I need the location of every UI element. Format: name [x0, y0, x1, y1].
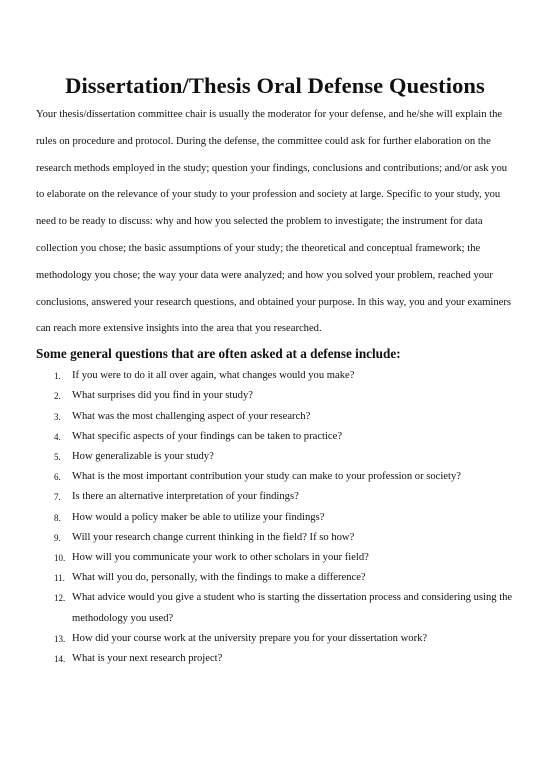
list-number: 9. [54, 532, 61, 543]
question-text: How will you communicate your work to other scholars in your field? [72, 552, 369, 563]
questions-list [36, 366, 514, 669]
question-text: What will you do, personally, with the findings to make a difference? [72, 572, 366, 584]
questions-heading: Some general questions that are often asked at a defense include: [36, 346, 401, 362]
question-text: If you were to do it all over again, what changes would you make? [72, 370, 355, 382]
list-item [36, 487, 514, 507]
list-number: 2. [54, 391, 61, 402]
question-text: How did your course work at the university prepare you for your dissertation work? [72, 632, 428, 644]
question-text: What was the most challenging aspect of your research? [72, 410, 311, 422]
question-text: How generalizable is your study? [72, 450, 214, 462]
list-number: 3. [54, 411, 61, 422]
list-number: 4. [54, 431, 61, 442]
question-text: Is there an alternative interpretation of your findings? [72, 491, 299, 503]
question-text: How would a policy maker be able to utilize your findings? [72, 511, 325, 523]
question-text: What advice would you give a student who is starting the dissertation process and considering using the methodology you used? [72, 592, 513, 624]
list-number: 6. [54, 472, 61, 483]
question-text: What specific aspects of your findings can be taken to practice? [72, 430, 343, 442]
list-item [36, 467, 514, 487]
list-number: 7. [54, 492, 61, 503]
list-item [36, 649, 514, 669]
question-text: What surprises did you find in your study? [72, 390, 253, 402]
list-item [36, 427, 514, 447]
list-number: 1. [54, 371, 61, 382]
list-item [36, 366, 514, 386]
list-item [36, 386, 514, 406]
question-text: What is the most important contribution your study can make to your profession or society? [72, 471, 461, 483]
list-item [36, 568, 514, 588]
list-number: 13. [54, 633, 66, 644]
intro-paragraph: Your thesis/dissertation committee chair is usually the moderator for your defense, and he/she will explain the rules on procedure and protocol. During the defense, the committee could ask for further elaboration on the research methods employed in the study; question your findings, conclusions and contributions; and/or ask you to elaborate on the relevance of your study to your profession and society at large. Specific to your study, you need to be ready to discuss: why and how you selected the problem to investigate; the instrument for data collection you chose; the basic assumptions of your study; the theoretical and conceptual framework; the methodology you chose; the way your data were analyzed; and how you solved your problem, reached your conclusions, answered your research questions, and obtained your purpose. In this way, you and your examiners can reach more extensive insights into the area that you researched. [36, 109, 512, 335]
list-item [36, 447, 514, 467]
list-number: 11. [54, 573, 65, 584]
list-number: 5. [54, 451, 61, 462]
list-item [36, 407, 514, 427]
list-number: 14. [54, 654, 66, 665]
page-title: Dissertation/Thesis Oral Defense Questions [65, 73, 485, 98]
question-text: What is your next research project? [72, 653, 223, 665]
list-number: 10. [54, 553, 66, 563]
question-text: Will your research change current thinking in the field? If so how? [72, 531, 355, 543]
list-item [36, 629, 514, 649]
list-number: 12. [54, 593, 66, 604]
list-item [36, 508, 514, 528]
list-number: 8. [54, 512, 61, 523]
list-item [36, 588, 514, 628]
list-item [36, 548, 514, 568]
list-item [36, 528, 514, 548]
